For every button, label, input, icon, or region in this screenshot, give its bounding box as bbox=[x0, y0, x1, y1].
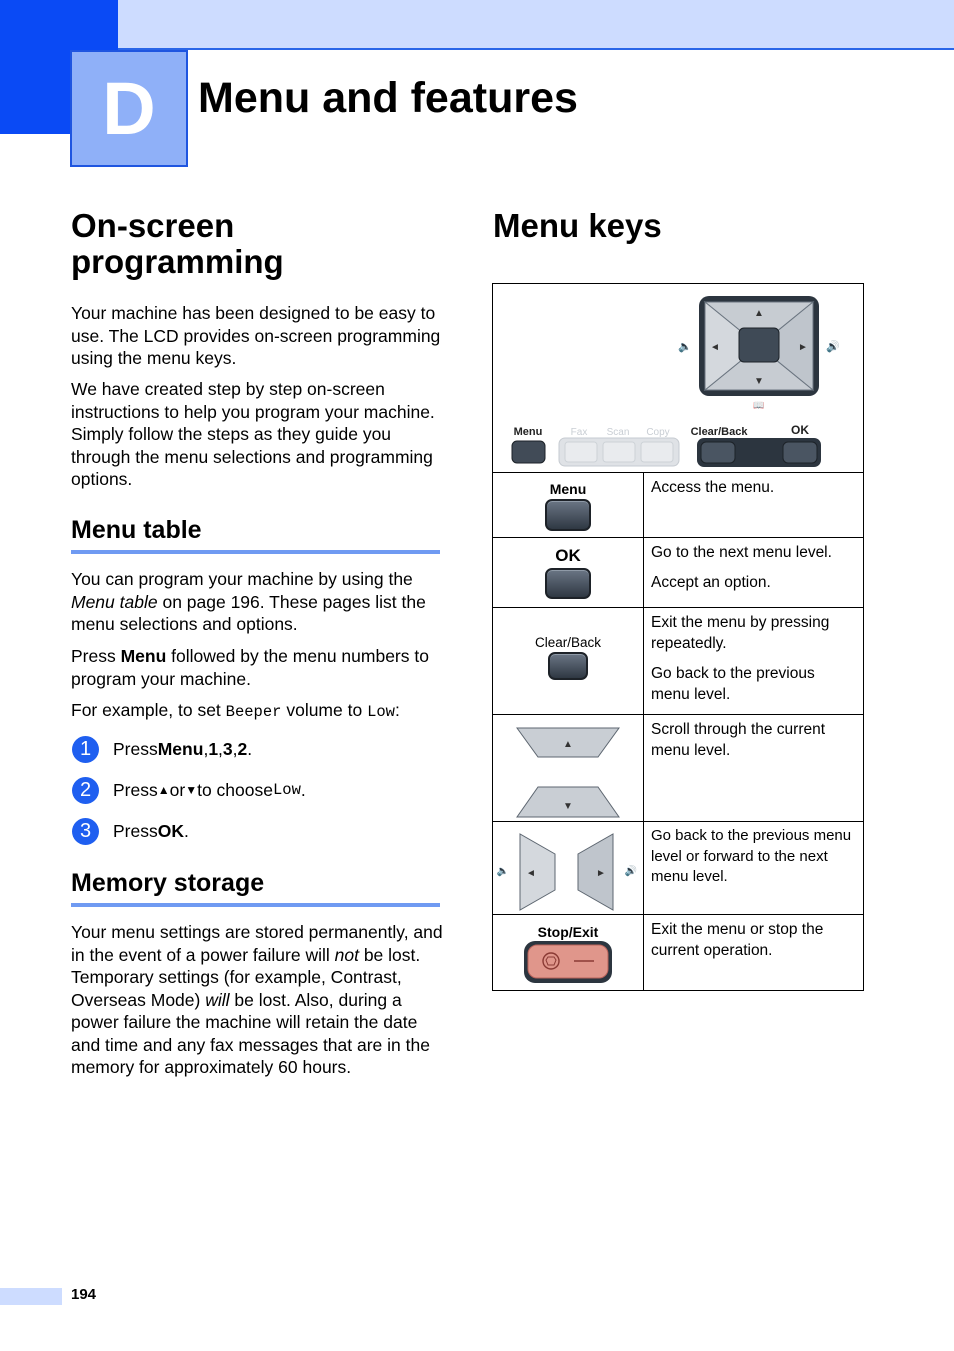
key-cell bbox=[493, 538, 644, 608]
key-cell bbox=[493, 822, 644, 915]
panel-scan-key[interactable] bbox=[603, 442, 635, 462]
text: . bbox=[183, 820, 189, 841]
volume-up-icon: 🔊 bbox=[826, 341, 840, 353]
menu-table-paragraph-2 bbox=[71, 645, 443, 690]
code-text: Low bbox=[272, 781, 301, 799]
key-name: 3 bbox=[222, 738, 233, 759]
text: Press bbox=[113, 820, 158, 841]
panel-label-scan: Scan bbox=[606, 427, 630, 438]
chapter-letter: D bbox=[70, 50, 188, 167]
key-row-left-right bbox=[493, 822, 864, 915]
key-description bbox=[644, 915, 864, 991]
key-cell bbox=[493, 608, 644, 715]
panel-label-ok: OK bbox=[791, 423, 809, 437]
key-description bbox=[644, 538, 864, 608]
key-name: Menu bbox=[120, 646, 167, 666]
ok-key-button[interactable] bbox=[545, 568, 591, 599]
panel-ok-key[interactable] bbox=[783, 442, 817, 463]
up-arrow-icon: ▲ bbox=[563, 739, 573, 750]
key-name: Menu bbox=[157, 738, 204, 759]
key-label: Clear/Back bbox=[534, 635, 602, 650]
key-cell bbox=[493, 473, 644, 538]
desc-text: Exit the menu or stop the current operation. bbox=[651, 921, 824, 959]
heading-rule bbox=[71, 550, 440, 554]
key-label: Menu bbox=[549, 481, 587, 497]
volume-up-icon: 🔊 bbox=[624, 866, 638, 877]
text: You can program your machine by using the bbox=[71, 569, 413, 589]
panel-label-clear: Clear/Back bbox=[690, 426, 748, 438]
dpad-center[interactable] bbox=[739, 328, 779, 362]
key-description bbox=[644, 822, 864, 915]
code-text: Low bbox=[367, 703, 395, 721]
volume-down-icon: 🔈 bbox=[678, 341, 692, 353]
intro-text-2: We have created step by step on-screen instructions to help you program your machine. Simply follow the steps as they guide you through the menu selections and programming options. bbox=[71, 379, 435, 489]
text: Press bbox=[113, 779, 158, 800]
emphasis: will bbox=[205, 989, 230, 1010]
book-icon: 📖 bbox=[753, 400, 765, 410]
key-row-ok bbox=[493, 538, 864, 608]
key-row-up-down bbox=[493, 715, 864, 822]
step-2 bbox=[72, 777, 306, 803]
step-number: 2 bbox=[72, 777, 99, 804]
text: volume to bbox=[281, 700, 368, 720]
header-bar bbox=[0, 0, 954, 50]
key-description bbox=[644, 473, 864, 538]
down-arrow-icon: ▼ bbox=[563, 801, 573, 812]
text: . bbox=[300, 779, 306, 800]
step-number: 3 bbox=[72, 818, 99, 845]
desc-text: Accept an option. bbox=[651, 574, 771, 591]
left-arrow-icon: ◄ bbox=[710, 342, 720, 353]
key-name: 2 bbox=[237, 738, 248, 759]
text: . bbox=[247, 738, 253, 759]
up-down-keys-svg bbox=[493, 715, 643, 821]
key-row-stop bbox=[493, 915, 864, 991]
text: : bbox=[394, 700, 400, 720]
desc-text: Go back to the previous menu level or forward to the next menu level. bbox=[651, 827, 852, 885]
page-number-bar bbox=[0, 1288, 62, 1305]
clear-back-key-button[interactable] bbox=[548, 652, 588, 680]
left-arrow-icon: ◄ bbox=[526, 868, 536, 879]
key-row-menu bbox=[493, 473, 864, 538]
right-arrow-icon: ► bbox=[596, 868, 606, 879]
key-description bbox=[644, 715, 864, 822]
text: to choose bbox=[197, 779, 273, 800]
up-arrow-icon: ▲ bbox=[157, 783, 170, 797]
text: followed by the menu numbers to program your machine. bbox=[71, 646, 429, 689]
text: Your menu settings are stored permanently, and in the event of a power failure will bbox=[71, 922, 443, 965]
code-text: Beeper bbox=[225, 703, 282, 721]
intro-text-1: Your machine has been designed to be easy to use. The LCD provides on-screen programming using the menu keys. bbox=[71, 303, 441, 368]
desc-text: Exit the menu by pressing repeatedly. bbox=[651, 614, 830, 652]
panel-label-fax: Fax bbox=[570, 427, 588, 438]
step-1 bbox=[72, 736, 252, 762]
menu-table-link[interactable]: Menu table bbox=[71, 591, 158, 612]
panel-label-menu: Menu bbox=[513, 426, 543, 438]
up-arrow-icon: ▲ bbox=[754, 308, 764, 319]
volume-down-icon: 🔈 bbox=[496, 866, 510, 877]
control-panel-row bbox=[493, 284, 864, 473]
stop-exit-key-button[interactable] bbox=[528, 945, 608, 978]
menu-key-button[interactable] bbox=[545, 499, 591, 531]
text: be lost. Temporary settings (for example, Contrast, Overseas Mode) bbox=[71, 944, 421, 1010]
key-label: OK bbox=[555, 546, 581, 565]
desc-text: Go to the next menu level. bbox=[651, 544, 832, 561]
text: or bbox=[169, 779, 186, 800]
panel-clear-key[interactable] bbox=[701, 442, 735, 463]
desc-text: Access the menu. bbox=[651, 479, 775, 496]
chapter-title: Menu and features bbox=[198, 74, 578, 122]
key-description bbox=[644, 608, 864, 715]
step-3 bbox=[72, 818, 189, 844]
text: be lost. Also, during a power failure the machine will retain the date and time and any fax messages that are in the memory for approximately 60 hours. bbox=[71, 989, 430, 1077]
key-name: 1 bbox=[208, 738, 219, 759]
text: , bbox=[232, 738, 238, 759]
text: For example, to set bbox=[71, 700, 226, 720]
emphasis: not bbox=[334, 944, 359, 965]
down-arrow-icon: ▼ bbox=[185, 783, 198, 797]
heading-rule bbox=[71, 903, 440, 907]
key-row-clear bbox=[493, 608, 864, 715]
key-label: Stop/Exit bbox=[537, 924, 599, 940]
text: , bbox=[218, 738, 223, 759]
menu-table-paragraph-1 bbox=[71, 568, 443, 636]
heading-menu-table: Menu table bbox=[71, 516, 202, 544]
panel-menu-key[interactable] bbox=[512, 441, 545, 463]
panel-fax-key[interactable] bbox=[565, 442, 597, 462]
desc-text: Go back to the previous menu level. bbox=[651, 665, 815, 703]
menu-table-paragraph-3 bbox=[71, 699, 443, 724]
control-panel-svg bbox=[493, 284, 863, 472]
heading-menu-keys: Menu keys bbox=[493, 207, 662, 244]
text: , bbox=[203, 738, 209, 759]
panel-label-copy: Copy bbox=[646, 427, 670, 438]
text: Press bbox=[71, 646, 121, 666]
text: Press bbox=[113, 738, 158, 759]
control-panel-illustration bbox=[493, 284, 864, 473]
page-number: 194 bbox=[71, 1286, 97, 1303]
intro-paragraph-1 bbox=[71, 302, 443, 370]
left-right-keys-svg bbox=[493, 822, 643, 914]
heading-memory-storage: Memory storage bbox=[71, 869, 265, 897]
heading-on-screen-programming: On-screen programming bbox=[71, 207, 284, 280]
panel-copy-key[interactable] bbox=[641, 442, 673, 462]
key-name: OK bbox=[157, 820, 184, 841]
right-arrow-icon: ► bbox=[798, 342, 808, 353]
stop-exit-key-svg bbox=[523, 940, 613, 984]
step-number: 1 bbox=[72, 736, 99, 763]
memory-paragraph bbox=[71, 921, 445, 1079]
text: on page 196. These pages list the menu selections and options. bbox=[71, 591, 426, 634]
menu-keys-table bbox=[492, 283, 864, 991]
key-cell bbox=[493, 715, 644, 822]
down-arrow-icon: ▼ bbox=[754, 376, 764, 387]
desc-text: Scroll through the current menu level. bbox=[651, 721, 826, 759]
key-cell bbox=[493, 915, 644, 991]
intro-paragraph-2 bbox=[71, 378, 443, 491]
